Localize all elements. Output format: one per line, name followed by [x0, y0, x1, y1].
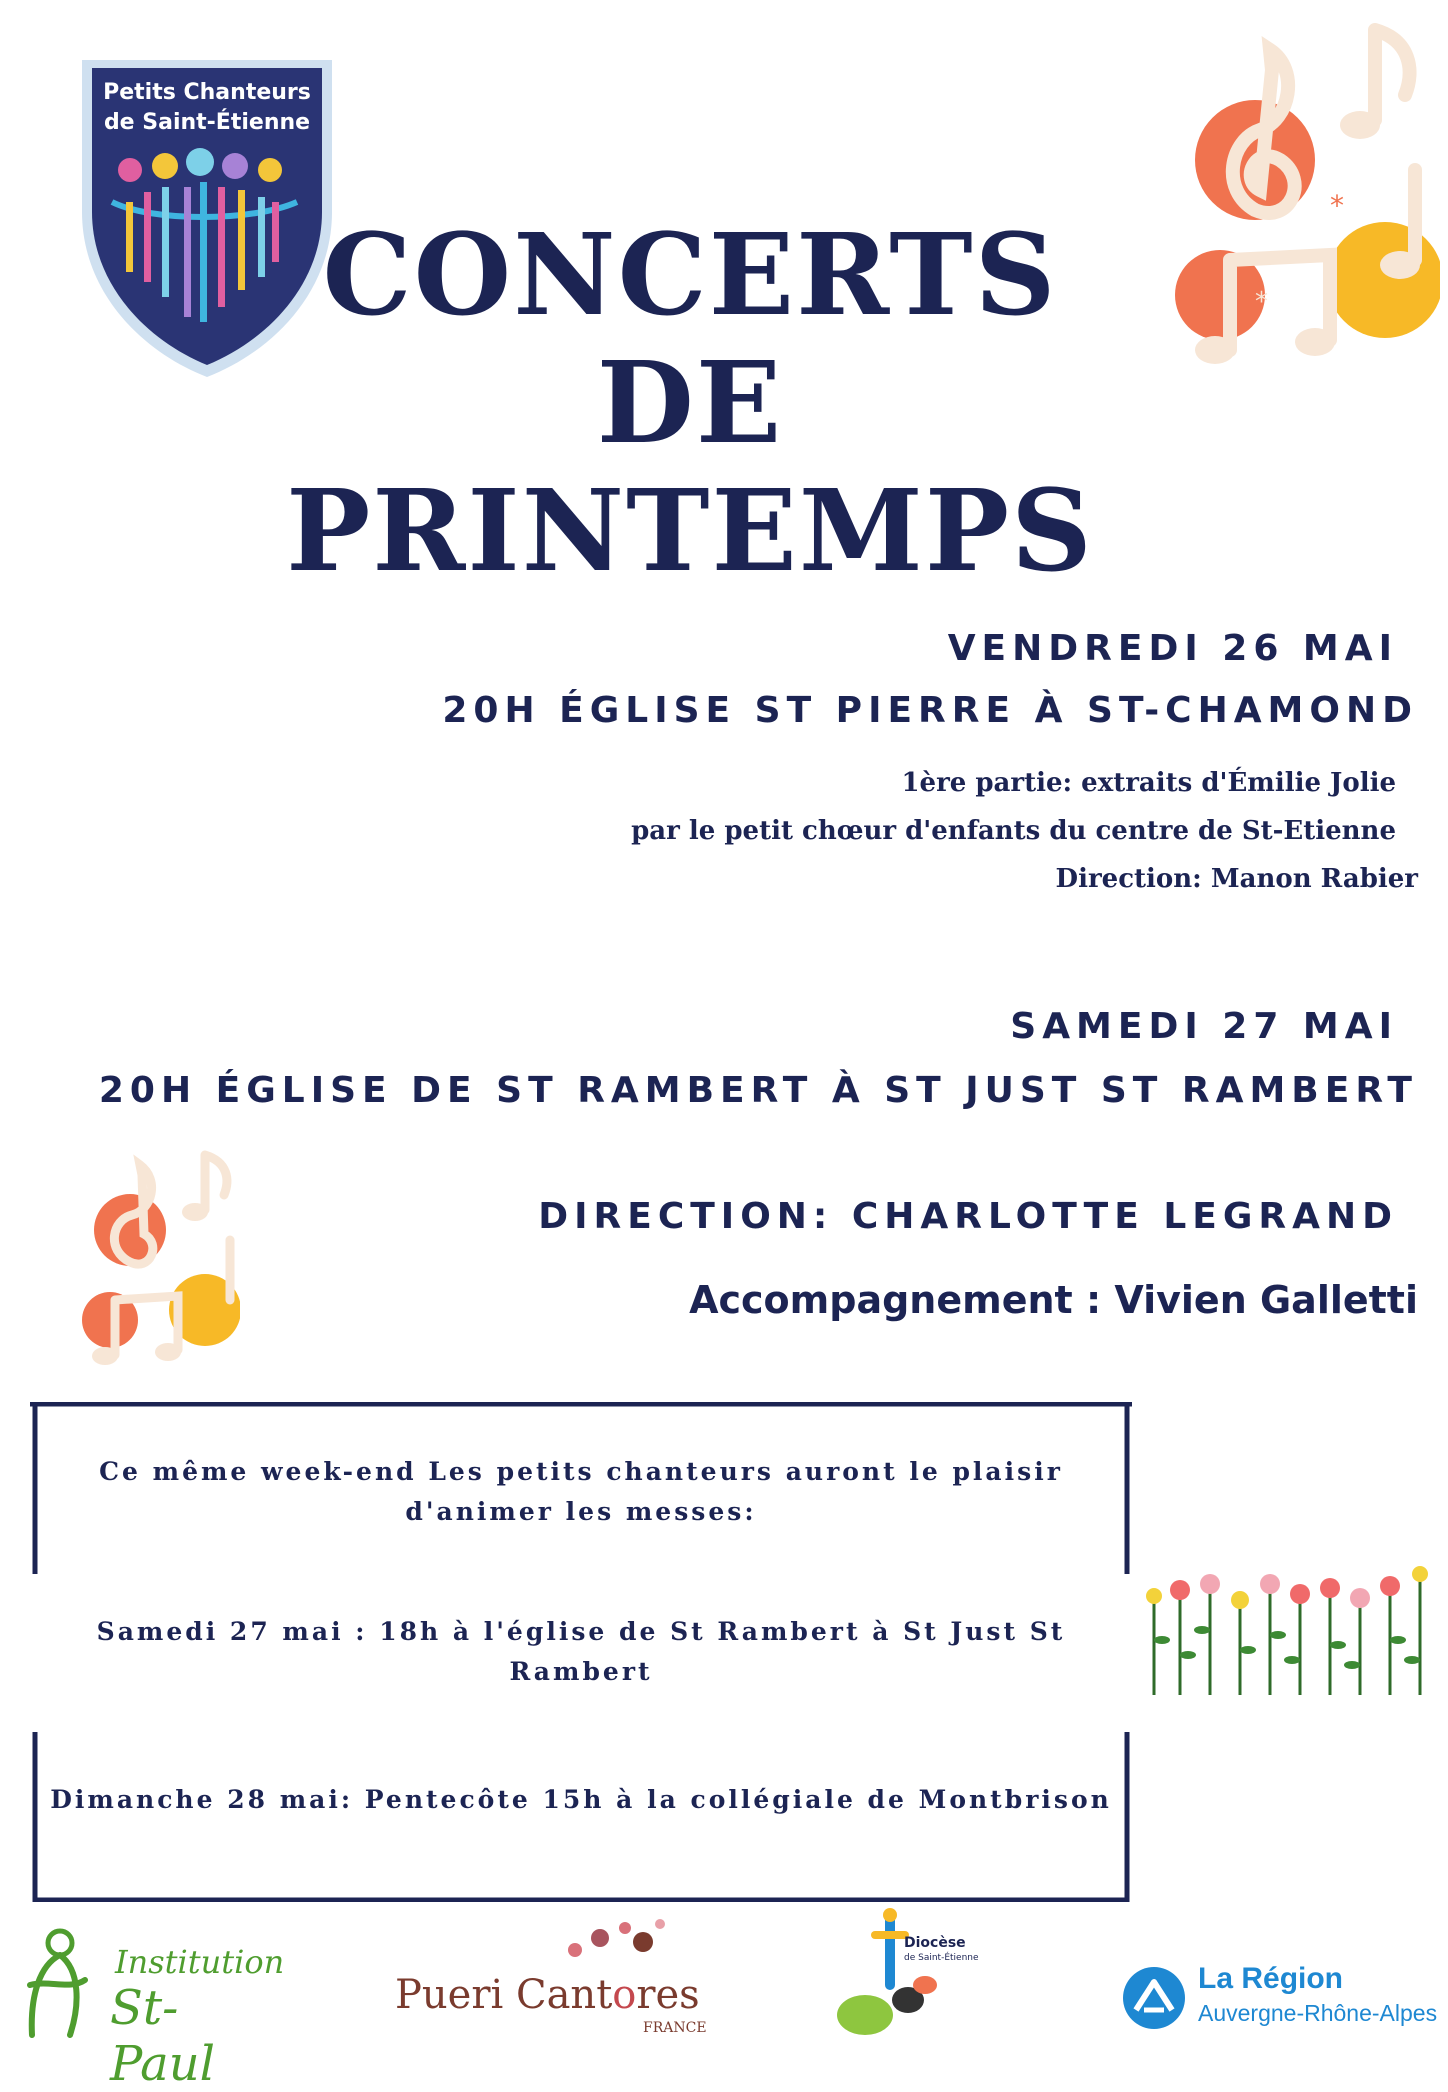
flowers-decoration — [1140, 1560, 1430, 1700]
event1-date: VENDREDI 26 MAI — [947, 628, 1398, 669]
event1-place: 20H ÉGLISE ST PIERRE À ST-CHAMOND — [442, 690, 1418, 731]
masses-intro-2: d'animer les messes: — [405, 1497, 757, 1526]
music-notes-decoration-left — [70, 1140, 240, 1380]
diocese-line-2: de Saint-Étienne — [904, 1953, 979, 1963]
event1-detail-2: par le petit chœur d'enfants du centre de St-Etienne — [631, 816, 1396, 846]
event1-detail-3: Direction: Manon Rabier — [1055, 864, 1418, 894]
pueri-cantores-dots-icon — [555, 1910, 675, 1970]
st-paul-line-1: Institution — [115, 1943, 285, 1981]
logo-line-2: de Saint-Étienne — [103, 110, 311, 135]
pueri-name-part-a: Pueri Cant — [395, 1972, 613, 2018]
event2-accompaniment: Accompagnement : Vivien Galletti — [689, 1278, 1418, 1322]
region-sub: Auvergne-Rhône-Alpes — [1198, 2000, 1438, 2026]
mass-1-line-2: Rambert — [509, 1657, 653, 1686]
event2-date: SAMEDI 27 MAI — [1010, 1006, 1398, 1047]
region-name: La Région — [1198, 1962, 1344, 1995]
title-line-3: PRINTEMPS — [286, 466, 1094, 597]
music-notes-small-icon — [70, 1140, 240, 1380]
masses-intro-1: Ce même week-end Les petits chanteurs auront le plaisir — [99, 1457, 1063, 1486]
event2-place: 20H ÉGLISE DE ST RAMBERT À ST JUST ST RAMBERT — [98, 1070, 1418, 1111]
pueri-name-part-b: res — [636, 1972, 700, 2018]
event1-detail-1: 1ère partie: extraits d'Émilie Jolie — [901, 768, 1396, 798]
diocese-emblem-icon — [830, 1905, 1000, 2045]
mass-1-line-1: Samedi 27 mai : 18h à l'église de St Rambert à St Just St — [96, 1617, 1066, 1646]
mass-2: Dimanche 28 mai: Pentecôte 15h à la collégiale de Montbrison — [50, 1785, 1112, 1814]
masses-box — [30, 1402, 1132, 1902]
svg-text:*: * — [1255, 287, 1268, 317]
flowers-icon — [1140, 1560, 1430, 1700]
svg-text:*: * — [1330, 189, 1344, 222]
logo-line-1: Petits Chanteurs — [103, 80, 311, 105]
institution-st-paul-logo — [10, 1925, 285, 2092]
region-logo — [1122, 1962, 1442, 2042]
diocese-line-1: Diocèse — [904, 1935, 966, 1951]
music-notes-decoration-top — [1160, 10, 1440, 390]
title-line-1: CONCERTS — [322, 210, 1058, 341]
diocese-logo — [830, 1905, 1000, 2045]
st-paul-line-2: St-Paul — [110, 1980, 216, 2092]
pueri-cantores-name — [395, 1972, 700, 2018]
event2-direction: DIRECTION: CHARLOTTE LEGRAND — [538, 1196, 1398, 1237]
region-emblem-icon — [1122, 1966, 1186, 2030]
title-line-2: DE — [596, 338, 784, 469]
pueri-name-o: o — [612, 1972, 637, 2018]
pueri-cantores-logo — [395, 1910, 735, 2040]
pueri-cantores-country: FRANCE — [643, 2020, 707, 2036]
st-paul-figure-icon — [10, 1925, 90, 2040]
music-notes-icon — [1160, 10, 1440, 390]
